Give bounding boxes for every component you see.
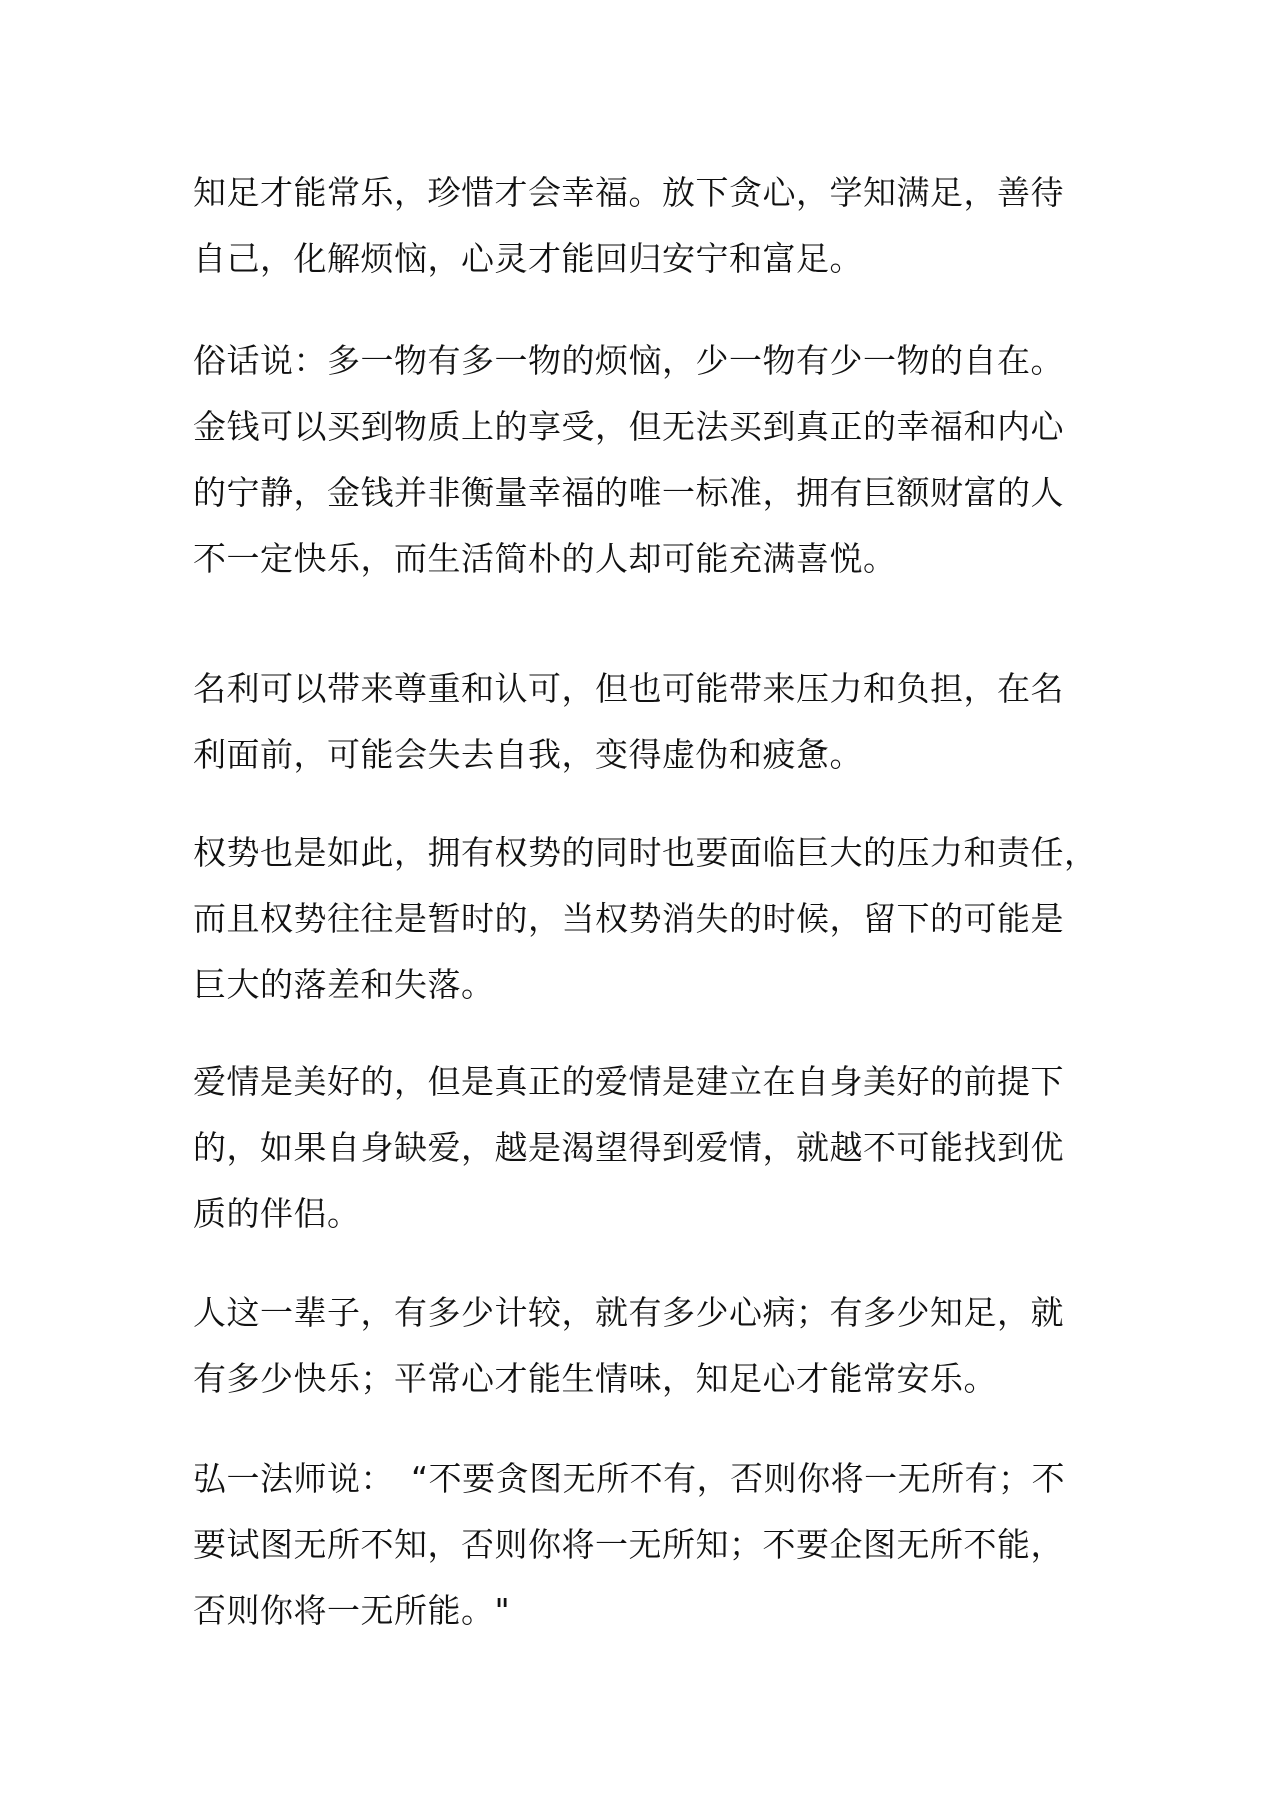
paragraph-line: 自己，化解烦恼，心灵才能回归安宁和富足。	[193, 239, 863, 278]
paragraph-line: 利面前，可能会失去自我，变得虚伪和疲惫。	[193, 735, 863, 774]
paragraph-line: 要试图无所不知，否则你将一无所知；不要企图无所不能，	[193, 1525, 1064, 1564]
paragraph-line: 人这一辈子，有多少计较，就有多少心病；有多少知足，就	[193, 1293, 1064, 1332]
paragraph-line: 金钱可以买到物质上的享受，但无法买到真正的幸福和内心	[193, 407, 1064, 446]
paragraph-2	[193, 328, 1113, 592]
paragraph-7	[193, 1446, 1113, 1644]
paragraph-line: 而且权势往往是暂时的，当权势消失的时候，留下的可能是	[193, 899, 1064, 938]
paragraph-6	[193, 1280, 1113, 1412]
paragraph-line: 知足才能常乐，珍惜才会幸福。放下贪心，学知满足，善待	[193, 173, 1064, 212]
paragraph-line: 俗话说：多一物有多一物的烦恼，少一物有少一物的自在。	[193, 341, 1064, 380]
paragraph-line: 弘一法师说： “不要贪图无所不有，否则你将一无所有；不	[193, 1459, 1066, 1498]
paragraph-line: 权势也是如此，拥有权势的同时也要面临巨大的压力和责任，	[193, 833, 1098, 872]
paragraph-line: 爱情是美好的，但是真正的爱情是建立在自身美好的前提下	[193, 1062, 1064, 1101]
paragraph-1	[193, 160, 1113, 292]
paragraph-line: 的，如果自身缺爱，越是渴望得到爱情，就越不可能找到优	[193, 1128, 1064, 1167]
paragraph-line: 有多少快乐；平常心才能生情味，知足心才能常安乐。	[193, 1359, 997, 1398]
paragraph-line: 否则你将一无所能。"	[193, 1591, 511, 1630]
paragraph-line: 巨大的落差和失落。	[193, 965, 495, 1004]
paragraph-3	[193, 656, 1113, 788]
paragraph-line: 名利可以带来尊重和认可，但也可能带来压力和负担，在名	[193, 669, 1064, 708]
paragraph-line: 质的伴侣。	[193, 1194, 361, 1233]
paragraph-4	[193, 820, 1113, 1018]
paragraph-5	[193, 1049, 1113, 1247]
paragraph-line: 的宁静，金钱并非衡量幸福的唯一标准，拥有巨额财富的人	[193, 473, 1064, 512]
paragraph-line: 不一定快乐，而生活简朴的人却可能充满喜悦。	[193, 539, 897, 578]
